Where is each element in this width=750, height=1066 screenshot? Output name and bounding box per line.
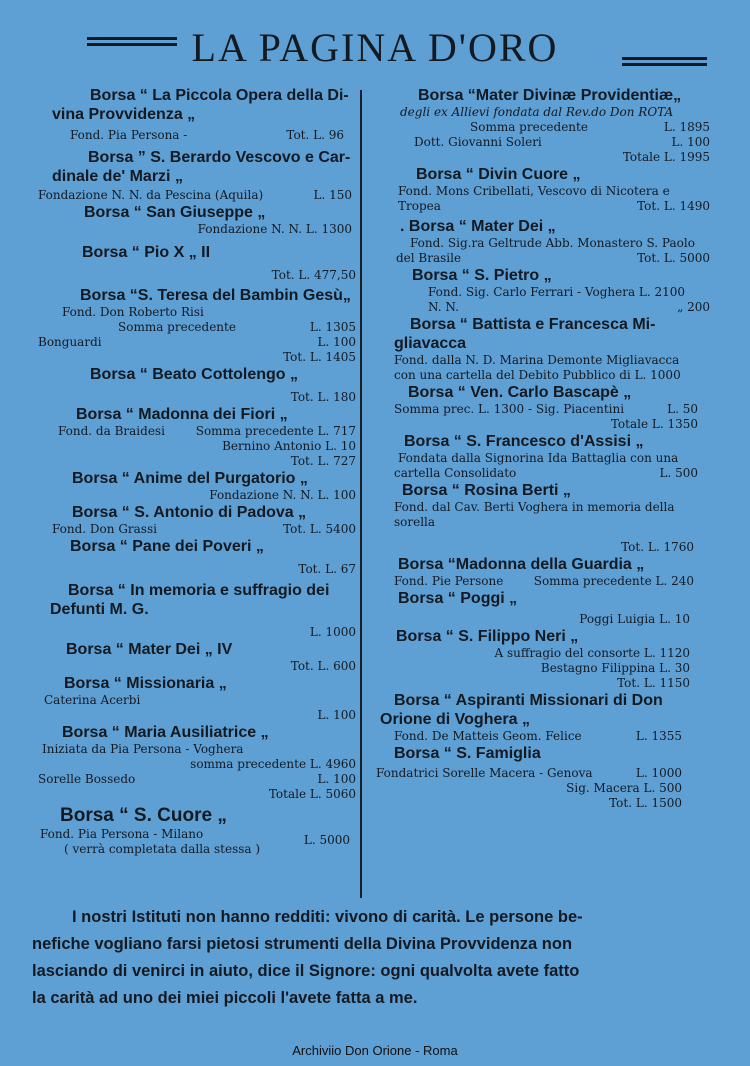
entry-founder: Fond. dal Cav. Berti Voghera in memoria della — [394, 500, 675, 514]
paragraph-line: lasciando di venirci in aiuto, dice il Signore: ogni qualvolta avete fatto — [32, 962, 580, 980]
borsa-piccola-opera — [38, 86, 364, 143]
entry-founder: Iniziata da Pia Persona - Voghera — [42, 742, 244, 756]
entry-founder: Fondatrici Sorelle Macera - Genova — [376, 766, 593, 780]
borsa-carlo-bascape — [394, 383, 710, 432]
entry-title: gliavacca — [394, 335, 467, 352]
entry-title: Borsa “Madonna della Guardia „ — [398, 556, 645, 573]
borsa-maria-ausiliatrice — [38, 723, 364, 802]
paragraph-line: la carità ad uno dei miei piccoli l'avete fatta a me. — [32, 989, 418, 1007]
entry-amount: L. 1000 — [309, 625, 356, 639]
borsa-rosina-berti — [394, 481, 710, 555]
entry-amount: L. 1355 — [635, 729, 682, 743]
entry-title: Borsa “ S. Famiglia — [394, 745, 541, 762]
borsa-s-famiglia — [376, 744, 710, 811]
borsa-s-teresa — [38, 286, 364, 365]
borsa-missionaria — [38, 674, 364, 723]
borsa-poggi — [394, 589, 710, 627]
entry-total: Totale L. 5060 — [268, 787, 356, 801]
entry-donor: N. N. — [428, 300, 459, 314]
entry-title: dinale de' Marzi „ — [52, 168, 183, 185]
entry-total: Tot. L. 96 — [286, 128, 344, 142]
borsa-mater-divinae — [394, 86, 710, 165]
entry-note: ( verrà completata dalla stessa ) — [64, 842, 261, 856]
entry-title: Borsa “ S. Filippo Neri „ — [396, 628, 579, 645]
entry-founder: Fondazione N. N. L. 1300 — [197, 222, 352, 236]
entry-donor: Bernino Antonio L. 10 — [222, 439, 356, 453]
decorative-rule-right — [622, 57, 707, 71]
borsa-divin-cuore — [394, 165, 710, 214]
entry-amount: Somma precedente L. 240 — [533, 574, 694, 588]
entry-title: Borsa “ Aspiranti Missionari di Don — [394, 692, 663, 709]
borsa-mater-dei — [394, 217, 710, 266]
entry-donor: Bonguardi — [38, 335, 102, 349]
entry-title: Borsa “Mater Divinæ Providentiæ„ — [418, 87, 682, 104]
entry-amount: somma precedente L. 4960 — [190, 757, 356, 771]
entry-title: Borsa “ La Piccola Opera della Di- — [90, 87, 349, 104]
entry-label: Somma precedente — [118, 320, 236, 334]
entry-total: Tot. L. 1405 — [283, 350, 356, 364]
entry-title: Borsa “ Ven. Carlo Bascapè „ — [408, 384, 632, 401]
entry-amount: L. 5000 — [303, 833, 350, 847]
entry-total: Tot. L. 727 — [290, 454, 356, 468]
entry-founder: sorella — [394, 515, 436, 529]
entry-title: Orione di Voghera „ — [380, 711, 530, 728]
entry-title: Borsa “ Rosina Berti „ — [402, 482, 571, 499]
entry-label: Somma precedente — [470, 120, 588, 134]
borsa-s-pietro — [394, 266, 710, 315]
entry-donor: Caterina Acerbi — [44, 693, 141, 707]
entry-amount: „ 200 — [677, 300, 710, 314]
entry-title: Borsa “ In memoria e suffragio dei — [68, 582, 330, 599]
entry-founder: Fond. Sig. Carlo Ferrari - Voghera L. 2100 — [428, 285, 686, 299]
entry-title: Borsa “ Pio X „ II — [82, 244, 211, 261]
entry-title: Borsa “S. Teresa del Bambin Gesù„ — [80, 287, 351, 304]
entry-total: Totale L. 1350 — [610, 417, 698, 431]
entry-founder: degli ex Allievi fondata dal Rev.do Don ROTA — [400, 105, 674, 119]
entry-founder: Fond. De Matteis Geom. Felice — [394, 729, 582, 743]
entry-title: Borsa “ S. Francesco d'Assisi „ — [404, 433, 644, 450]
right-column — [376, 86, 710, 811]
header — [0, 22, 750, 82]
entry-donor: Sig. Macera L. 500 — [566, 781, 682, 795]
borsa-anime-purgatorio — [38, 469, 364, 503]
entry-total: Tot. L. 180 — [290, 390, 356, 404]
entry-founder: Fond. Don Grassi — [52, 522, 157, 536]
entry-amount: L. 1895 — [663, 120, 710, 134]
borsa-san-giuseppe — [38, 203, 364, 237]
entry-title: Borsa “ Pane dei Poveri „ — [70, 538, 264, 555]
entry-total: Tot. L. 5400 — [283, 522, 356, 536]
entry-founder: Fondazione N. N. da Pescina (Aquila) — [38, 188, 264, 202]
entry-total: Tot. L. 1490 — [637, 199, 710, 213]
entry-amount: L. 150 — [313, 188, 352, 202]
entry-founder: Fond. Pia Persona - — [70, 128, 188, 142]
borsa-in-memoria — [38, 581, 364, 640]
entry-note: con una cartella del Debito Pubblico di L. 1000 — [394, 368, 681, 382]
borsa-madonna-guardia — [394, 555, 710, 589]
entry-title: Borsa “ Mater Dei „ IV — [66, 641, 233, 658]
entry-founder: Fond. Pie Persone — [394, 574, 504, 588]
entry-title: Borsa “ Poggi „ — [398, 590, 518, 607]
paragraph-line: I nostri Istituti non hanno redditi: vivono di carità. Le persone be- — [72, 908, 583, 926]
entry-donor: Poggi Luigia L. 10 — [579, 612, 690, 626]
borsa-madonna-dei-fiori — [38, 405, 364, 469]
entry-founder: Fondata dalla Signorina Ida Battaglia con una — [398, 451, 679, 465]
borsa-s-antonio — [38, 503, 364, 537]
entry-amount: Somma precedente L. 717 — [195, 424, 356, 438]
entry-founder: Fond. Pia Persona - Milano — [40, 827, 204, 841]
entry-total: Tot. L. 1150 — [617, 676, 690, 690]
entry-founder: Fond. da Braidesi — [58, 424, 165, 438]
borsa-s-francesco — [394, 432, 710, 481]
entry-amount: L. 500 — [659, 466, 698, 480]
borsa-s-cuore — [38, 806, 364, 857]
entry-founder: del Brasile — [396, 251, 462, 265]
entry-founder: Tropea — [398, 199, 441, 213]
borsa-aspiranti-missionari — [380, 691, 710, 744]
entry-title: Borsa “ Anime del Purgatorio „ — [72, 470, 308, 487]
entry-amount: L. 100 — [671, 135, 710, 149]
borsa-pio-x — [38, 243, 364, 283]
entry-amount: L. 100 — [317, 335, 356, 349]
entry-amount: L. 100 — [317, 772, 356, 786]
entry-total: Tot. L. 5000 — [637, 251, 710, 265]
entry-title: Defunti M. G. — [50, 601, 149, 618]
entry-title: Borsa ” S. Berardo Vescovo e Car- — [88, 149, 351, 166]
entry-amount: L. 50 — [667, 402, 698, 416]
paragraph-line: nefiche vogliano farsi pietosi strumenti della Divina Provvidenza non — [32, 935, 573, 953]
entry-amount: L. 100 — [317, 708, 356, 722]
entry-title: Borsa “ Divin Cuore „ — [416, 166, 581, 183]
entry-amount: L. 1305 — [309, 320, 356, 334]
borsa-beato-cottolengo — [38, 365, 364, 405]
entry-donor: Bestagno Filippina L. 30 — [540, 661, 690, 675]
entry-founder: Somma prec. L. 1300 - Sig. Piacentini — [394, 402, 625, 416]
borsa-pane-poveri — [38, 537, 364, 577]
entry-founder: Fondazione N. N. L. 100 — [209, 488, 356, 502]
entry-total: Tot. L. 67 — [298, 562, 356, 576]
entry-total: Tot. L. 600 — [290, 659, 356, 673]
borsa-mater-dei-iv — [38, 640, 364, 674]
entry-donor: Sorelle Bossedo — [38, 772, 136, 786]
entry-amount: L. 1000 — [635, 766, 682, 780]
entry-total: Tot. L. 1500 — [609, 796, 682, 810]
entry-total: Totale L. 1995 — [622, 150, 710, 164]
entry-title: vina Provvidenza „ — [52, 106, 196, 123]
entry-title: Borsa “ Missionaria „ — [64, 675, 227, 692]
borsa-battista-francesca — [394, 315, 710, 383]
entry-founder: Fond. Mons Cribellati, Vescovo di Nicotera e — [398, 184, 670, 198]
entry-title: Borsa “ San Giuseppe „ — [84, 204, 266, 221]
archive-caption: Archiviio Don Orione - Roma — [292, 1043, 458, 1058]
entry-founder: Fond. dalla N. D. Marina Demonte Migliavacca — [394, 353, 680, 367]
entry-total: Tot. L. 477,50 — [271, 268, 356, 282]
entry-title: Borsa “ Madonna dei Fiori „ — [76, 406, 288, 423]
closing-paragraph — [32, 904, 722, 1012]
page-title: LA PAGINA D'ORO — [191, 25, 559, 70]
entry-amount: A suffragio del consorte L. 1120 — [494, 646, 690, 660]
entry-founder: Fond. Sig.ra Geltrude Abb. Monastero S. Paolo — [410, 236, 695, 250]
entry-title: Borsa “ Maria Ausiliatrice „ — [62, 724, 269, 741]
entry-title: Borsa “ Battista e Francesca Mi- — [410, 316, 656, 333]
left-column — [38, 86, 364, 857]
entry-donor: Dott. Giovanni Soleri — [414, 135, 542, 149]
borsa-s-filippo-neri — [394, 627, 710, 691]
borsa-s-berardo — [38, 148, 364, 203]
entry-title: Borsa “ Beato Cottolengo „ — [90, 366, 299, 383]
entry-title: . Borsa “ Mater Dei „ — [400, 218, 556, 235]
entry-founder: cartella Consolidato — [394, 466, 517, 480]
entry-title: Borsa “ S. Cuore „ — [60, 805, 227, 826]
entry-total: Tot. L. 1760 — [621, 540, 694, 554]
entry-title: Borsa “ S. Pietro „ — [412, 267, 552, 284]
entry-founder: Fond. Don Roberto Risi — [62, 305, 204, 319]
entry-title: Borsa “ S. Antonio di Padova „ — [72, 504, 307, 521]
